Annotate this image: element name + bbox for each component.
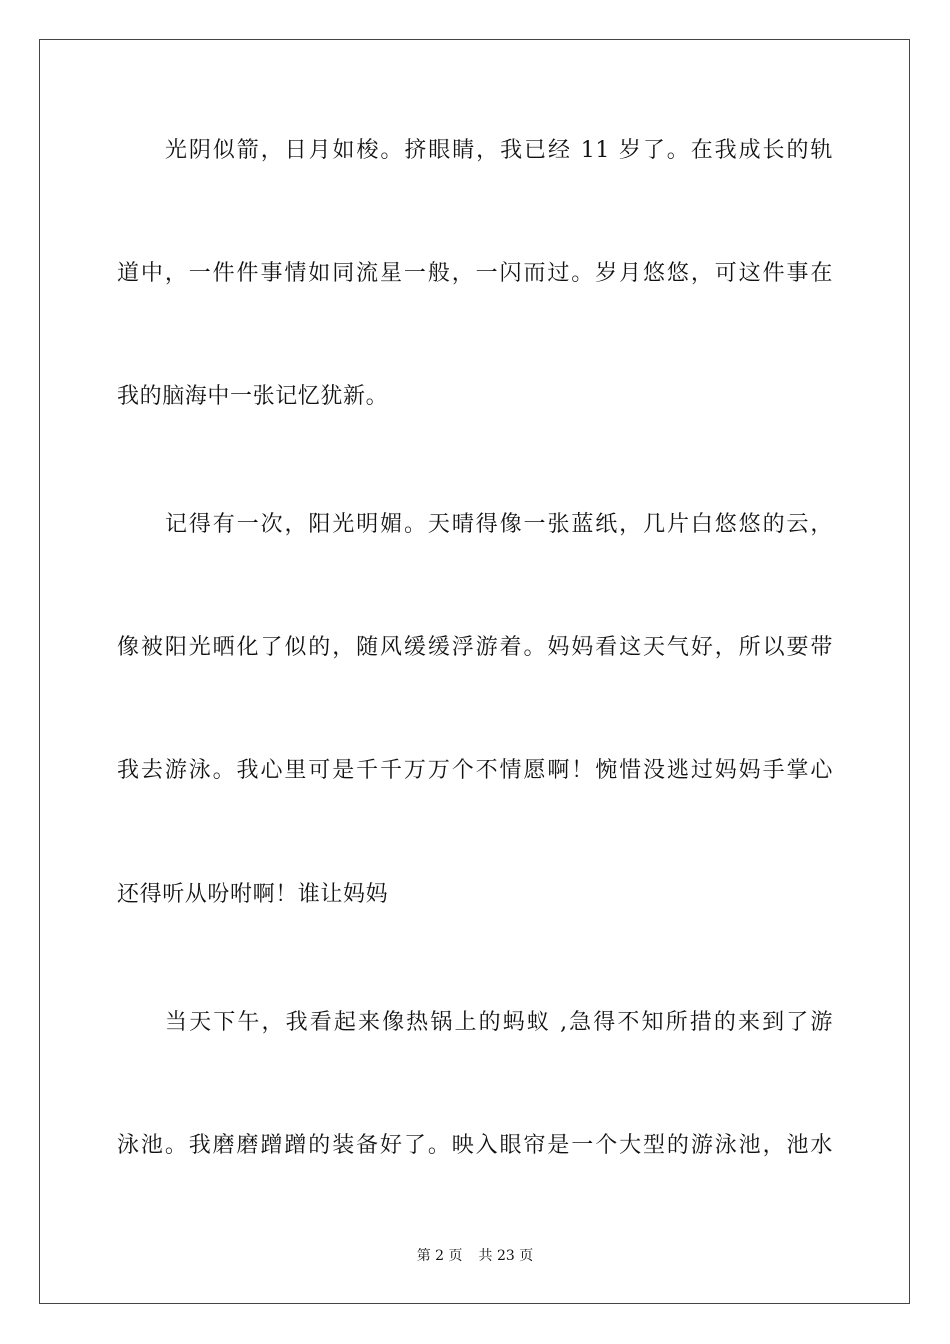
paragraph-2-line-1: 记得有一次，阳光明媚。天晴得像一张蓝纸，几片白悠悠的云，	[165, 512, 833, 537]
paragraph-3-line-1: 当天下午，我看起来像热锅上的蚂蚁 ,急得不知所措的来到了游	[165, 1010, 833, 1035]
paragraph-1-line-2: 道中，一件件事情如同流星一般，一闪而过。岁月悠悠，可这件事在	[117, 261, 833, 286]
paragraph-2-line-2: 像被阳光晒化了似的，随风缓缓浮游着。妈妈看这天气好，所以要带	[117, 635, 833, 660]
page-footer	[0, 1247, 950, 1265]
page-border	[39, 39, 910, 1304]
page-total: 共 23 页	[478, 1248, 534, 1264]
page-number: 第 2 页	[416, 1248, 463, 1264]
paragraph-1-line-3: 我的脑海中一张记忆犹新。	[117, 384, 389, 409]
paragraph-2-line-4: 还得听从吩咐啊！谁让妈妈	[117, 882, 389, 907]
paragraph-3-line-2: 泳池。我磨磨蹭蹭的装备好了。映入眼帘是一个大型的游泳池，池水	[117, 1133, 833, 1158]
paragraph-1-line-1: 光阴似箭，日月如梭。挤眼睛，我已经 11 岁了。在我成长的轨	[165, 138, 833, 163]
paragraph-2-line-3: 我去游泳。我心里可是千千万万个不情愿啊！惋惜没逃过妈妈手掌心	[117, 758, 833, 783]
